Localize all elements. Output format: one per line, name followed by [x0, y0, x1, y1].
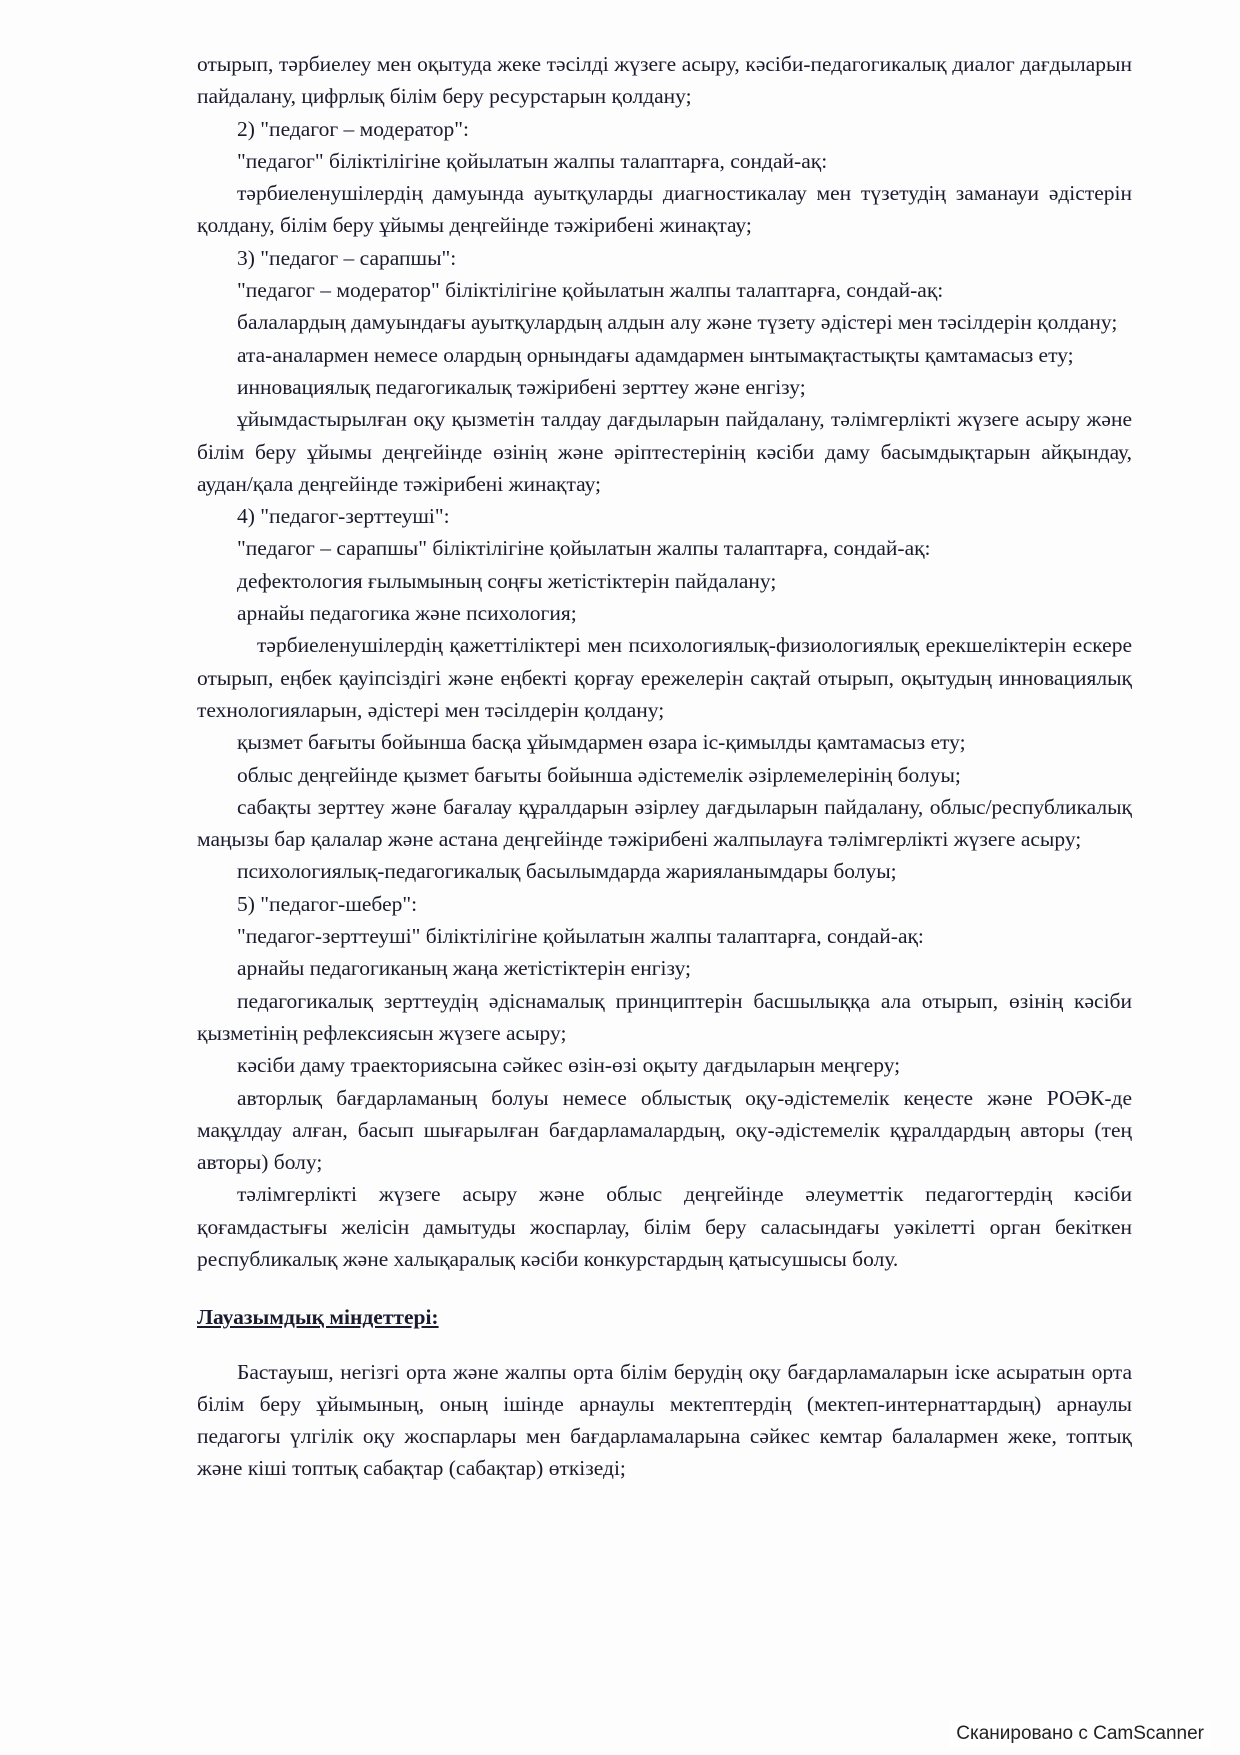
paragraph: "педагог – сарапшы" біліктілігіне қойылатын жалпы талаптарға, сондай-ақ:: [237, 536, 931, 561]
paragraph: "педагог" біліктілігіне қойылатын жалпы талаптарға, сондай-ақ:: [237, 148, 828, 173]
paragraph: психологиялық-педагогикалық басылымдарда жарияланымдары болуы;: [237, 859, 897, 884]
paragraph: облыс деңгейінде қызмет бағыты бойынша әдістемелік әзірлемелерінің болуы;: [237, 762, 961, 787]
paragraph: ата-аналармен немесе олардың орнындағы адамдармен ынтымақтастықты қамтамасыз ету;: [237, 342, 1074, 367]
section-heading: Лауазымдық міндеттері:: [197, 1305, 439, 1330]
paragraph: тәрбиеленушілердің дамуында ауытқуларды диагностикалау мен түзетудің заманауи әдістерін қолдану, білім беру ұйымы деңгейінде тәжірибені жинақтау;: [197, 181, 1132, 238]
document-body: [197, 48, 1132, 1485]
paragraph: 5) "педагог-шебер":: [237, 891, 418, 916]
paragraph: авторлық бағдарламаның болуы немесе облыстық оқу-әдістемелік кеңесте және РОӘК-де мақұлдау алған, басып шығарылған бағдарламалардың, оқу-әдістемелік құралдардың авторы (тең авторы) болу;: [197, 1085, 1132, 1175]
paragraph: тәрбиеленушілердің қажеттіліктері мен психологиялық-физиологиялық ерекшеліктерін ескере отырып, еңбек қауіпсіздігі және еңбекті қорғау ережелерін сақтай отырып, оқытудың инновациялық технологияларын, әдістері мен тәсілдерін қолдану;: [197, 633, 1132, 722]
paragraph: 3) "педагог – сарапшы":: [237, 245, 457, 270]
paragraph: кәсіби даму траекториясына сәйкес өзін-өзі оқыту дағдыларын меңгеру;: [237, 1053, 901, 1078]
paragraph: "педагог-зерттеуші" біліктілігіне қойылатын жалпы талаптарға, сондай-ақ:: [237, 924, 924, 949]
paragraph: инновациялық педагогикалық тәжірибені зерттеу және енгізу;: [237, 374, 806, 399]
paragraph: дефектология ғылымының соңғы жетістіктерін пайдалану;: [237, 568, 777, 593]
paragraph: тәлімгерлікті жүзеге асыру және облыс деңгейінде әлеуметтік педагогтердің кәсіби қоғамдастығы желісін дамытуды жоспарлау, білім беру саласындағы уәкілетті орган бекіткен республикалық және халықаралық кәсіби конкурстардың қатысушысы болу.: [197, 1182, 1132, 1271]
paragraph: 2) "педагог – модератор":: [237, 116, 469, 141]
paragraph: отырып, тәрбиелеу мен оқытуда жеке тәсілді жүзеге асыру, кәсіби-педагогикалық диалог дағдыларын пайдалану, цифрлық білім беру ресурстарын қолдану;: [197, 52, 1132, 109]
paragraph: арнайы педагогиканың жаңа жетістіктерін енгізу;: [237, 956, 692, 981]
paragraph: 4) "педагог-зерттеуші":: [237, 504, 450, 529]
duties-paragraph: Бастауыш, негізгі орта және жалпы орта білім берудің оқу бағдарламаларын іске асыратын орта білім беру ұйымының, оның ішінде арнаулы мектептердің (мектеп-интернаттардың) арнаулы педагогы үлгілік оқу жоспарлары мен бағдарламаларына сәйкес кемтар балалармен жеке, топтық және кіші топтық сабақтар (сабақтар) өткізеді;: [197, 1359, 1132, 1481]
paragraph: сабақты зерттеу және бағалау құралдарын әзірлеу дағдыларын пайдалану, облыс/республикалық маңызы бар қалалар және астана деңгейінде тәжірибені жалпылауға тәлімгерлікті жүзеге асыру;: [197, 794, 1132, 852]
paragraph: "педагог – модератор" біліктілігіне қойылатын жалпы талаптарға, сондай-ақ:: [237, 278, 944, 303]
camscanner-watermark: Сканировано с CamScanner: [950, 1721, 1210, 1747]
paragraph: қызмет бағыты бойынша басқа ұйымдармен өзара іс-қимылды қамтамасыз ету;: [237, 730, 966, 755]
paragraph: арнайы педагогика және психология;: [237, 601, 577, 626]
paragraph: педагогикалық зерттеудің әдіснамалық принциптерін басшылыққа ала отырып, өзінің кәсіби қызметінің рефлексиясын жүзеге асыру;: [197, 988, 1132, 1045]
qualification-requirements-list: [197, 48, 1132, 1275]
paragraph: ұйымдастырылған оқу қызметін талдау дағдыларын пайдалану, тәлімгерлікті жүзеге асыру және білім беру ұйымы деңгейінде өзінің және әріптестерінің кәсіби даму басымдықтарын айқындау, аудан/қала деңгейінде тәжірибені жинақтау;: [197, 407, 1132, 496]
paragraph: балалардың дамуындағы ауытқулардың алдын алу және түзету әдістері мен тәсілдерін қолдану;: [237, 310, 1118, 335]
